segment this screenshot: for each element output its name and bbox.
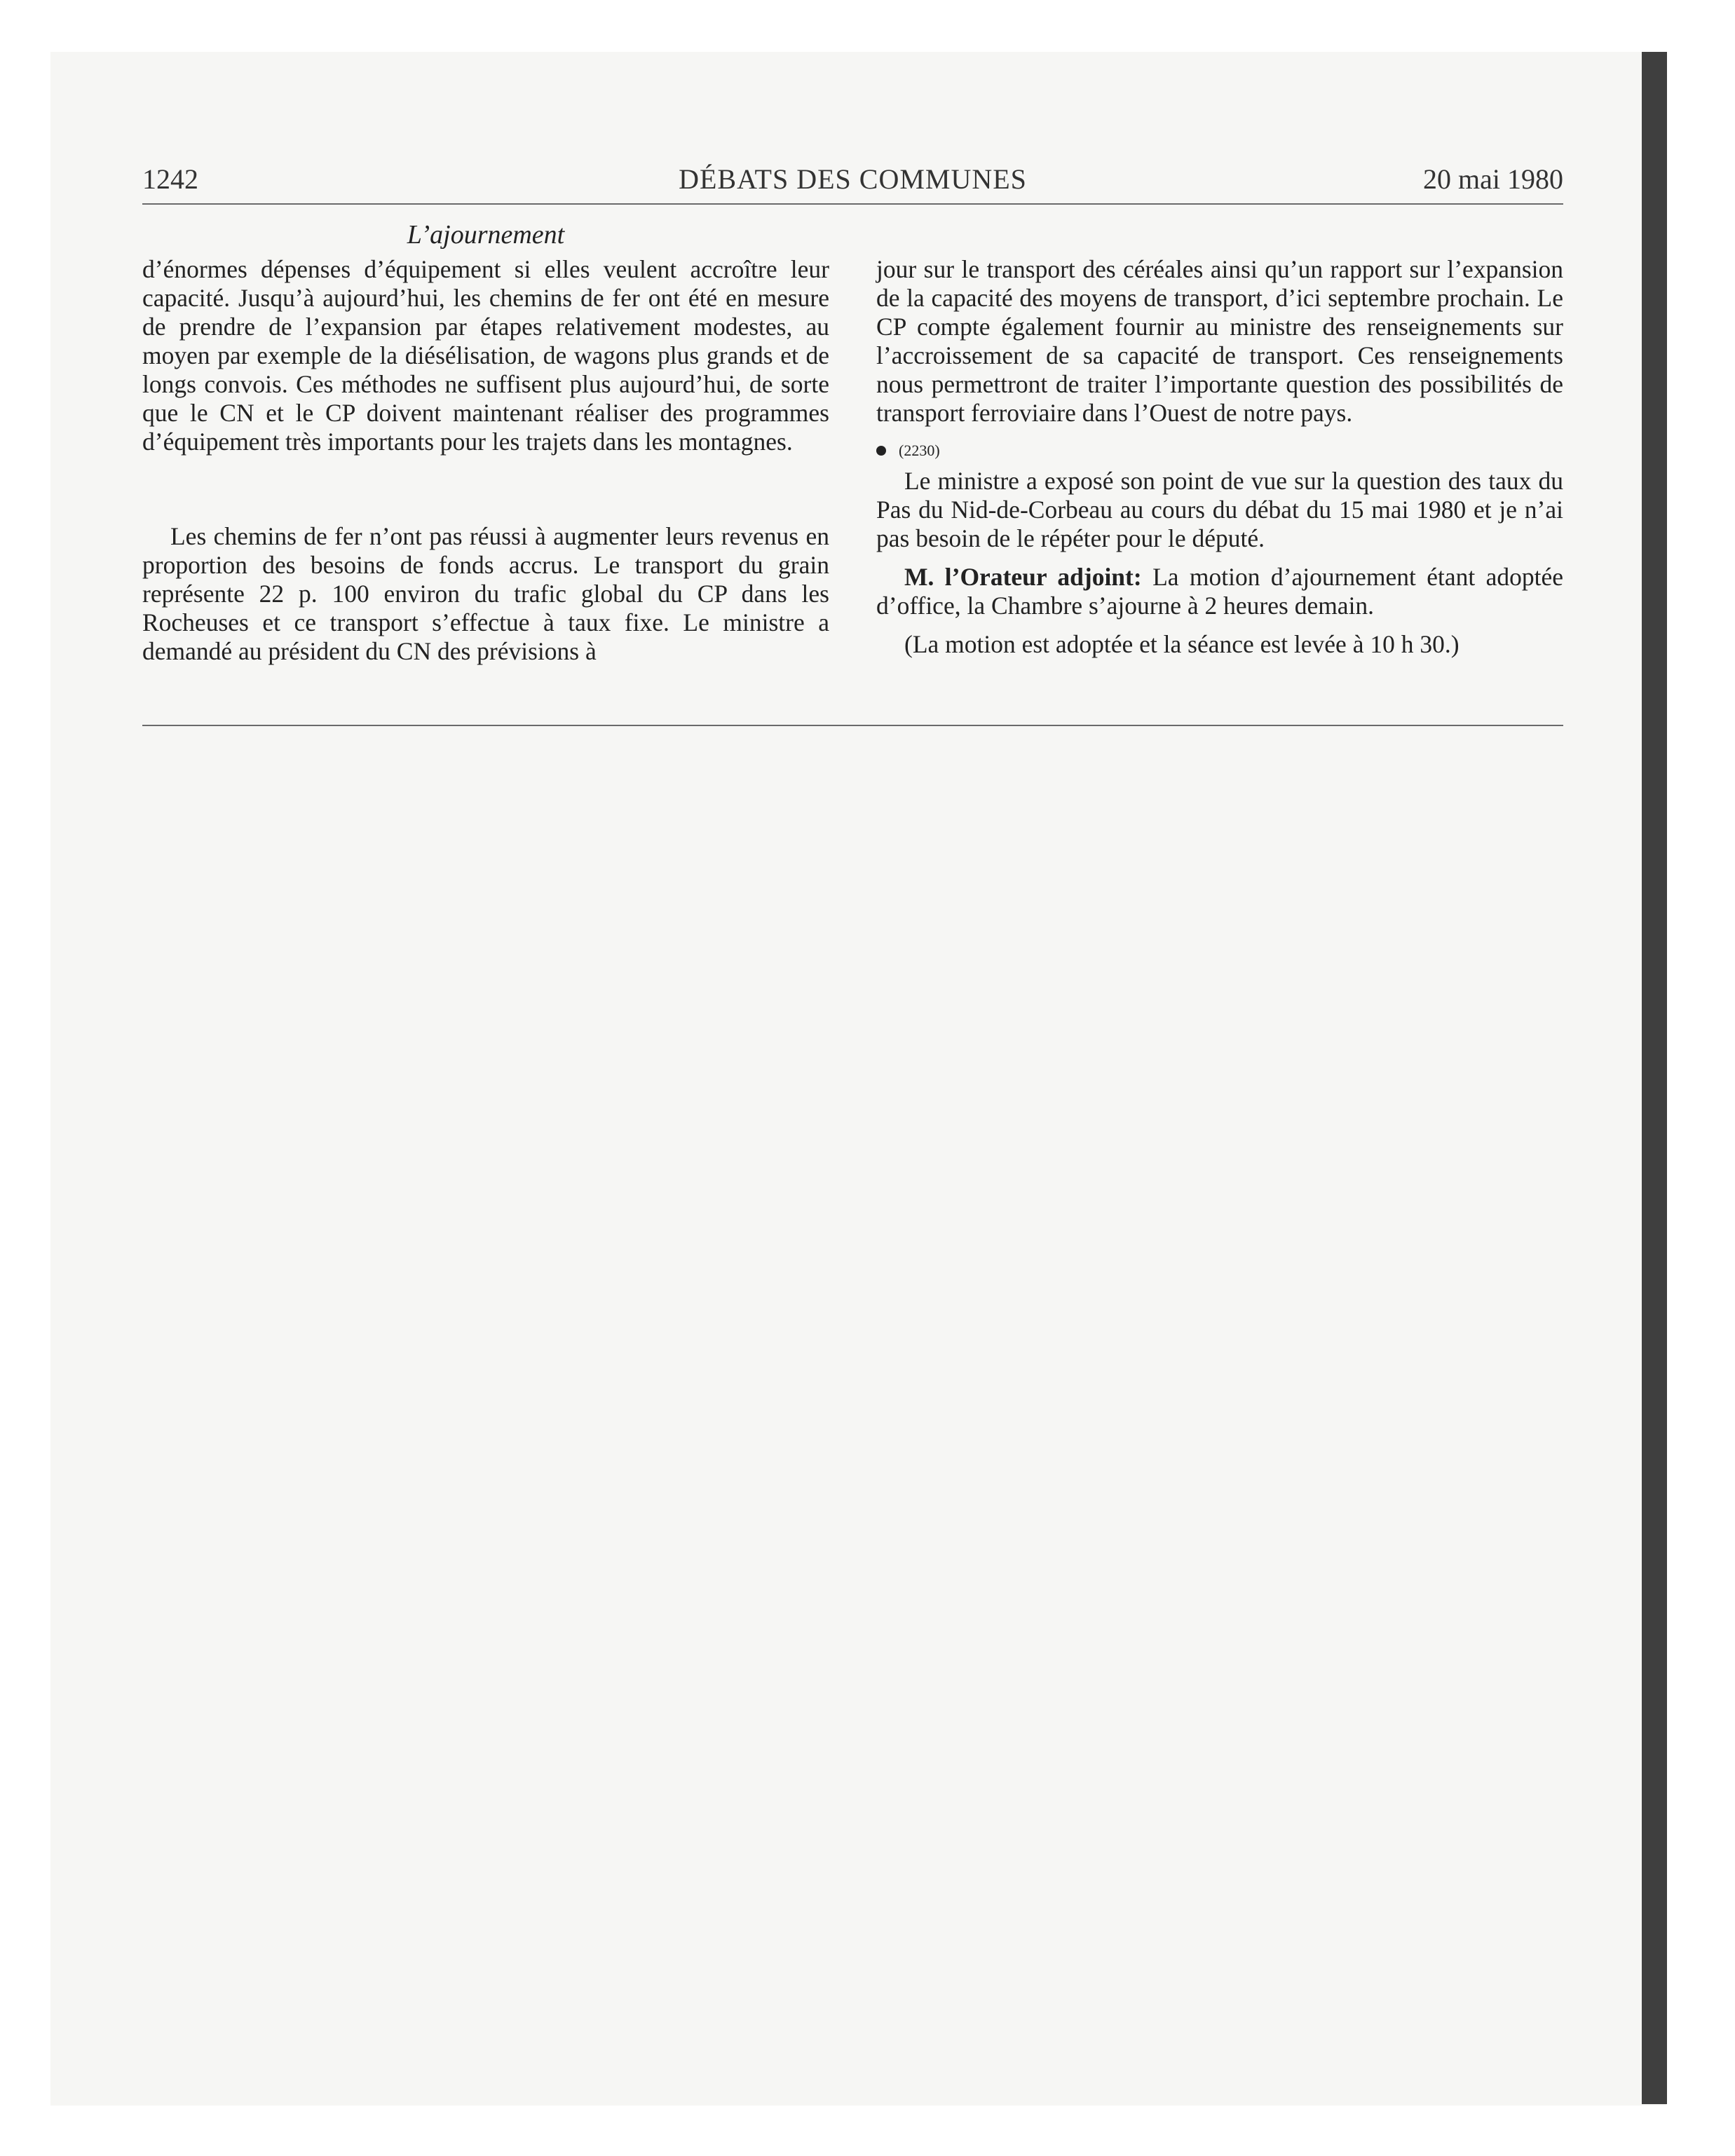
bullet-dot-icon [876,446,886,456]
right-paragraph-1: jour sur le transport des céréales ainsi qu’un rapport sur l’expansion de la capacité des moyens de transport, d’ici septembre prochain. Le CP compte également fournir au ministre des renseignements sur l’accroissement de sa capacité de transport. Ces renseignements nous permettront de traiter l’importante question des possibilités de transport ferroviaire dans l’Ouest de notre pays. [876,255,1563,427]
speaker-name: M. l’Orateur adjoint: [904,563,1142,591]
page-header [142,160,1563,199]
time-marker-label: (2230) [899,442,940,459]
running-title: DÉBATS DES COMMUNES [679,163,1027,195]
header-rule [142,203,1563,205]
left-paragraph-2: Les chemins de fer n’ont pas réussi à augmenter leurs revenus en proportion des besoins de fonds accrus. Le transport du grain représente 22 p. 100 environ du trafic global du CP dans les Rocheuses et ce transport s’effectue à taux fixe. Le ministre a demandé au président du CN des prévisions à [142,522,829,665]
left-paragraph-1: d’énormes dépenses d’équipement si elles veulent accroître leur capacité. Jusqu’à aujourd’hui, les chemins de fer ont été en mesure de prendre de l’expansion par étapes relativement modestes, au moyen par exemple de la diésélisation, de wagons plus grands et de longs convois. Ces méthodes ne suffisent plus aujourd’hui, de sorte que le CN et le CP doivent maintenant réaliser des programmes d’équipement très importants pour les trajets dans les montagnes. [142,255,829,456]
section-title: L’ajournement [407,220,565,250]
right-column [876,255,1563,659]
page-number: 1242 [142,163,198,195]
closing-note: (La motion est adoptée et la séance est levée à 10 h 30.) [904,630,1460,658]
left-column [142,255,829,666]
speaker-paragraph [876,563,1563,620]
speaker-text: La motion d’ajournement étant adoptée d’office, la Chambre s’ajourne à 2 heures demain. [876,563,1564,620]
right-paragraph-2: Le ministre a exposé son point de vue sur la question des taux du Pas du Nid-de-Corbeau au cours du débat du 15 mai 1980 et je n’ai pas besoin de le répéter pour le député. [876,467,1563,552]
time-marker [876,440,1563,461]
footer-rule [142,725,1563,726]
issue-date: 20 mai 1980 [1423,163,1563,195]
binding-edge-strip [1642,52,1667,2104]
